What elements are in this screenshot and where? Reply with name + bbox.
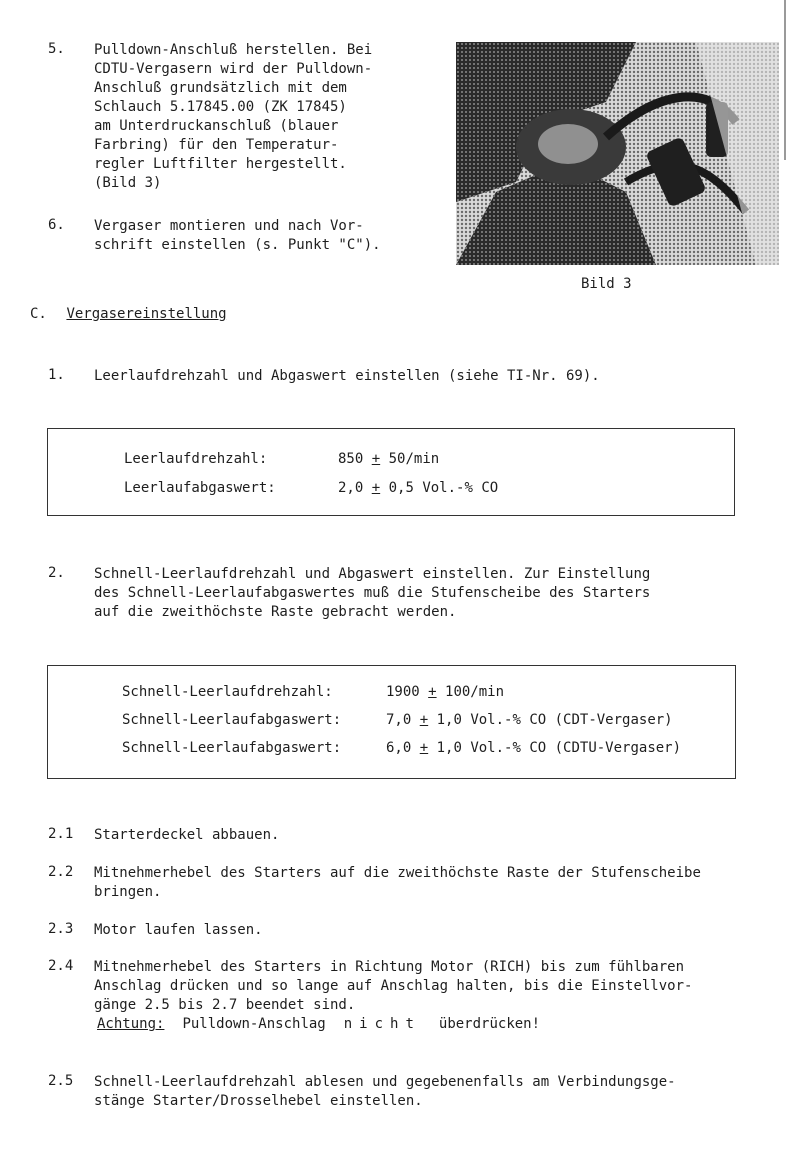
fast-idle-specs-box: [47, 665, 736, 779]
step-2: [48, 565, 768, 622]
figure-caption: Bild 3: [581, 276, 632, 292]
spec-row: [122, 712, 673, 728]
warning-label: Achtung:: [97, 1016, 165, 1032]
spec-rest: 50/min: [380, 451, 440, 467]
substep-2-4: [48, 958, 778, 1015]
spec-rest: 1,0 Vol.-% CO (CDT-Vergaser): [428, 712, 673, 728]
step-number: 2.5: [48, 1073, 74, 1089]
spec-rest: 100/min: [436, 684, 505, 700]
plus-minus: +: [371, 451, 381, 467]
step-number: 2.: [48, 565, 65, 581]
section-letter: C.: [30, 306, 47, 322]
step-text: Pulldown-Anschluß herstellen. Bei CDTU-Vergasern wird der Pulldown- Anschluß grundsätzlich mit dem Schlauch 5.17845.00 (ZK 17845) am Unterdruckanschluß (blauer Farbring) für den Temperatur- regler Luftfilter hergestellt. (Bild 3): [94, 42, 373, 191]
idle-specs-box: [47, 428, 735, 516]
step-number: 1.: [48, 367, 65, 383]
substep-2-1: [48, 826, 778, 845]
step-1: [48, 367, 748, 386]
step-text: Mitnehmerhebel des Starters in Richtung Motor (RICH) bis zum fühlbaren Anschlag drücken und so lange auf Anschlag halten, bis die Einstellvor- gänge 2.5 bis 2.7 beendet sind.: [94, 959, 693, 1013]
warning-emphasis: nicht: [343, 1016, 421, 1032]
step-number: 2.4: [48, 958, 74, 974]
warning-line: [97, 1016, 540, 1032]
step-number: 2.2: [48, 864, 74, 880]
step-number: 6.: [48, 217, 65, 233]
spec-value: 7,0: [386, 712, 412, 728]
step-text: Vergaser montieren und nach Vor- schrift einstellen (s. Punkt "C").: [94, 218, 381, 253]
step-number: 2.3: [48, 921, 74, 937]
step-number: 5.: [48, 41, 65, 57]
substep-2-2: [48, 864, 782, 902]
step-text: Mitnehmerhebel des Starters auf die zweithöchste Raste der Stufenscheibe bringen.: [94, 865, 701, 900]
step-5: [48, 41, 428, 193]
spec-label: Leerlaufabgaswert:: [124, 480, 276, 496]
step-6: [48, 217, 428, 255]
spec-value: 850: [338, 451, 364, 467]
step-number: 2.1: [48, 826, 74, 842]
spec-row: [122, 684, 504, 700]
step-text: Leerlaufdrehzahl und Abgaswert einstellen (siehe TI-Nr. 69).: [94, 368, 600, 384]
spec-value: 2,0: [338, 480, 364, 496]
carburetor-photo: [456, 42, 779, 265]
substep-2-3: [48, 921, 778, 940]
spec-value: 6,0: [386, 740, 412, 756]
spec-rest: 1,0 Vol.-% CO (CDTU-Vergaser): [428, 740, 682, 756]
spec-row: [122, 740, 681, 756]
spec-label: Leerlaufdrehzahl:: [124, 451, 268, 467]
section-title: Vergasereinstellung: [66, 306, 227, 322]
plus-minus: +: [419, 740, 429, 756]
warning-pre: Pulldown-Anschlag: [182, 1016, 326, 1032]
warning-post: überdrücken!: [438, 1016, 541, 1032]
step-text: Schnell-Leerlaufdrehzahl und Abgaswert einstellen. Zur Einstellung des Schnell-Leerlaufabgaswertes muß die Stufenscheibe des Starters auf die zweithöchste Raste gebracht werden.: [94, 566, 651, 620]
spec-label: Schnell-Leerlaufabgaswert:: [122, 740, 342, 756]
spec-label: Schnell-Leerlaufdrehzahl:: [122, 684, 333, 700]
spec-label: Schnell-Leerlaufabgaswert:: [122, 712, 342, 728]
step-text: Motor laufen lassen.: [94, 922, 263, 938]
step-text: Schnell-Leerlaufdrehzahl ablesen und gegebenenfalls am Verbindungsge- stänge Starter/Drosselhebel einstellen.: [94, 1074, 676, 1109]
plus-minus: +: [371, 480, 381, 496]
plus-minus: +: [419, 712, 429, 728]
step-text: Starterdeckel abbauen.: [94, 827, 280, 843]
plus-minus: +: [428, 684, 437, 700]
substep-2-5: [48, 1073, 778, 1111]
section-heading: [30, 306, 227, 322]
spec-value: 1900: [386, 684, 420, 700]
spec-row: [124, 480, 498, 496]
spec-row: [124, 451, 439, 467]
spec-rest: 0,5 Vol.-% CO: [380, 480, 499, 496]
